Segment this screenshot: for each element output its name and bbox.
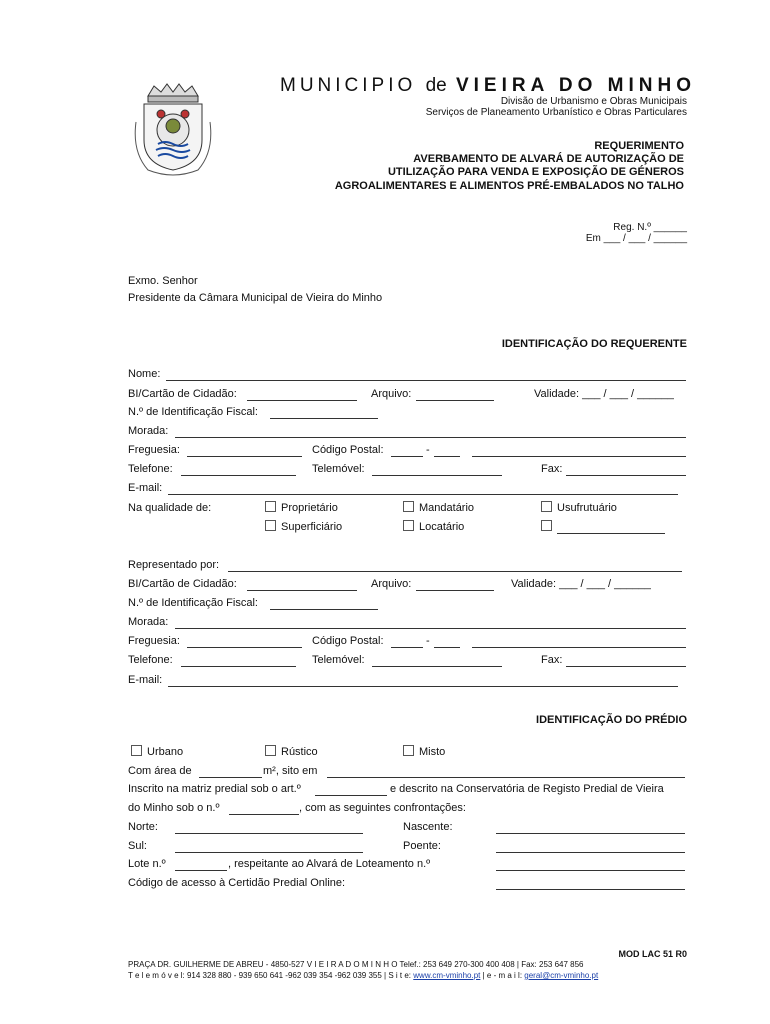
location-field[interactable]: [327, 777, 685, 778]
rep-archive-field[interactable]: [416, 590, 494, 591]
mobile-field[interactable]: [372, 475, 502, 476]
fax-label: Fax:: [541, 463, 563, 475]
mixed-checkbox[interactable]: [403, 745, 414, 756]
address-field[interactable]: [175, 437, 686, 438]
services-name: Serviços de Planeamento Urbanístico e Obras Particulares: [425, 107, 687, 118]
archive-field[interactable]: [416, 400, 494, 401]
rep-phone-field[interactable]: [181, 666, 296, 667]
rep-tax-id-field[interactable]: [270, 609, 378, 610]
rep-address-label: Morada:: [128, 616, 169, 628]
west-label: Poente:: [403, 840, 441, 852]
rep-email-label: E-mail:: [128, 674, 163, 686]
tax-registry-label: Inscrito na matriz predial sob o art.º: [128, 783, 301, 795]
addressee-name: Presidente da Câmara Municipal de Vieira do Minho: [128, 292, 383, 304]
reg-date[interactable]: Em ___ / ___ / ______: [585, 233, 687, 244]
mobile-label: Telemóvel:: [312, 463, 365, 475]
fax-field[interactable]: [566, 475, 686, 476]
website-link[interactable]: www.cm-vminho.pt: [413, 971, 481, 980]
archive-label: Arquivo:: [371, 388, 412, 400]
lot-field[interactable]: [175, 870, 227, 871]
municipal-coat-of-arms: [128, 82, 218, 182]
subdivision-permit-label: , respeitante ao Alvará de Loteamento n.º: [228, 858, 431, 870]
area-field[interactable]: [199, 777, 262, 778]
north-field[interactable]: [175, 833, 363, 834]
rep-postal-code-label: Código Postal:: [312, 635, 384, 647]
reg-number[interactable]: Reg. N.º ______: [613, 222, 687, 233]
east-field[interactable]: [496, 833, 685, 834]
rep-postal-code-suffix-field[interactable]: [434, 647, 460, 648]
access-code-field[interactable]: [496, 889, 685, 890]
boundaries-label: , com as seguintes confrontações:: [299, 802, 466, 814]
validity-label: Validade: ___ / ___ / ______: [534, 388, 674, 400]
postal-code-prefix-field[interactable]: [391, 456, 423, 457]
surface-rights-checkbox[interactable]: [265, 520, 276, 531]
rep-archive-label: Arquivo:: [371, 578, 412, 590]
owner-checkbox[interactable]: [265, 501, 276, 512]
form-model-code: MOD LAC 51 R0: [618, 949, 687, 959]
phone-label: Telefone:: [128, 463, 173, 475]
rep-fax-label: Fax:: [541, 654, 563, 666]
email-link[interactable]: geral@cm-vminho.pt: [524, 971, 599, 980]
usufructuary-checkbox[interactable]: [541, 501, 552, 512]
address-label: Morada:: [128, 425, 169, 437]
rep-phone-label: Telefone:: [128, 654, 173, 666]
surface-rights-option-label: Superficiário: [281, 521, 343, 533]
tenant-checkbox[interactable]: [403, 520, 414, 531]
form-subtitle-2: UTILIZAÇÃO PARA VENDA E EXPOSIÇÃO DE GÉNEROS: [387, 166, 684, 178]
municipality-title: MUNICIPIO de VIEIRA DO MINHO: [280, 75, 697, 96]
postal-code-separator: -: [426, 444, 430, 456]
form-subtitle-3: AGROALIMENTARES E ALIMENTOS PRÉ-EMBALADOS NO TALHO: [334, 180, 684, 192]
phone-field[interactable]: [181, 475, 296, 476]
id-card-label: BI/Cartão de Cidadão:: [128, 388, 237, 400]
addressee-salutation: Exmo. Senhor: [128, 275, 198, 287]
property-section-heading: IDENTIFICAÇÃO DO PRÉDIO: [536, 714, 687, 726]
rustic-option-label: Rústico: [281, 746, 318, 758]
represented-by-label: Representado por:: [128, 559, 220, 571]
south-label: Sul:: [128, 840, 147, 852]
mixed-option-label: Misto: [419, 746, 446, 758]
postal-locality-field[interactable]: [472, 456, 686, 457]
registry-number-field[interactable]: [229, 814, 299, 815]
rep-parish-label: Freguesia:: [128, 635, 180, 647]
rep-validity-field[interactable]: ___ / ___ / ______: [559, 578, 651, 590]
id-card-field[interactable]: [247, 400, 357, 401]
footer-contacts: T e l e m ó v e l: 914 328 880 - 939 650 641 -962 039 354 -962 039 355 | S i t e: www.cm-vminho.pt | e - m a i l: geral@cm-vminho.pt: [128, 971, 599, 980]
other-capacity-checkbox[interactable]: [541, 520, 552, 531]
rep-mobile-label: Telemóvel:: [312, 654, 365, 666]
tenant-option-label: Locatário: [419, 521, 465, 533]
parish-field[interactable]: [187, 456, 302, 457]
rep-email-field[interactable]: [168, 686, 678, 687]
validity-field[interactable]: ___ / ___ / ______: [582, 388, 674, 400]
applicant-section-heading: IDENTIFICAÇÃO DO REQUERENTE: [501, 338, 687, 350]
rep-postal-code-separator: -: [426, 635, 430, 647]
rep-postal-code-prefix-field[interactable]: [391, 647, 423, 648]
rep-postal-locality-field[interactable]: [472, 647, 686, 648]
tax-id-field[interactable]: [270, 418, 378, 419]
urban-checkbox[interactable]: [131, 745, 142, 756]
rustic-checkbox[interactable]: [265, 745, 276, 756]
usufructuary-option-label: Usufrutuário: [557, 502, 617, 514]
area-label: Com área de: [128, 765, 192, 777]
division-name: Divisão de Urbanismo e Obras Municipais: [500, 96, 687, 107]
other-capacity-field[interactable]: [557, 533, 665, 534]
east-label: Nascente:: [403, 821, 453, 833]
rep-parish-field[interactable]: [187, 647, 302, 648]
access-code-label: Código de acesso à Certidão Predial Online:: [128, 877, 346, 889]
email-field[interactable]: [168, 494, 678, 495]
land-registry-label: e descrito na Conservatória de Registo Predial de Vieira: [390, 783, 664, 795]
footer-address: PRAÇA DR. GUILHERME DE ABREU - 4850-527 V I E I R A D O M I N H O Telef.: 253 649 270-300 400 408 | Fax: 253 647 856: [128, 960, 584, 969]
rep-address-field[interactable]: [175, 628, 686, 629]
form-subtitle-1: AVERBAMENTO DE ALVARÁ DE AUTORIZAÇÃO DE: [413, 153, 684, 165]
urban-option-label: Urbano: [147, 746, 184, 758]
form-title: REQUERIMENTO: [594, 140, 684, 152]
email-label: E-mail:: [128, 482, 163, 494]
rep-id-card-label: BI/Cartão de Cidadão:: [128, 578, 237, 590]
rep-id-card-field[interactable]: [247, 590, 357, 591]
rep-tax-id-label: N.º de Identificação Fiscal:: [128, 597, 258, 609]
tax-article-field[interactable]: [315, 795, 387, 796]
parish-label: Freguesia:: [128, 444, 180, 456]
location-label: m², sito em: [263, 765, 318, 777]
north-label: Norte:: [128, 821, 158, 833]
postal-code-label: Código Postal:: [312, 444, 384, 456]
lot-label: Lote n.º: [128, 858, 166, 870]
represented-by-field[interactable]: [228, 571, 682, 572]
agent-checkbox[interactable]: [403, 501, 414, 512]
capacity-label: Na qualidade de:: [128, 502, 212, 514]
rep-fax-field[interactable]: [566, 666, 686, 667]
agent-option-label: Mandatário: [419, 502, 475, 514]
registry-number-label: do Minho sob o n.º: [128, 802, 220, 814]
subdivision-permit-field[interactable]: [496, 870, 685, 871]
owner-option-label: Proprietário: [281, 502, 338, 514]
name-label: Nome:: [128, 368, 161, 380]
postal-code-suffix-field[interactable]: [434, 456, 460, 457]
tax-id-label: N.º de Identificação Fiscal:: [128, 406, 258, 418]
south-field[interactable]: [175, 852, 363, 853]
rep-validity-label: Validade: ___ / ___ / ______: [511, 578, 651, 590]
west-field[interactable]: [496, 852, 685, 853]
rep-mobile-field[interactable]: [372, 666, 502, 667]
name-field[interactable]: [166, 380, 686, 381]
